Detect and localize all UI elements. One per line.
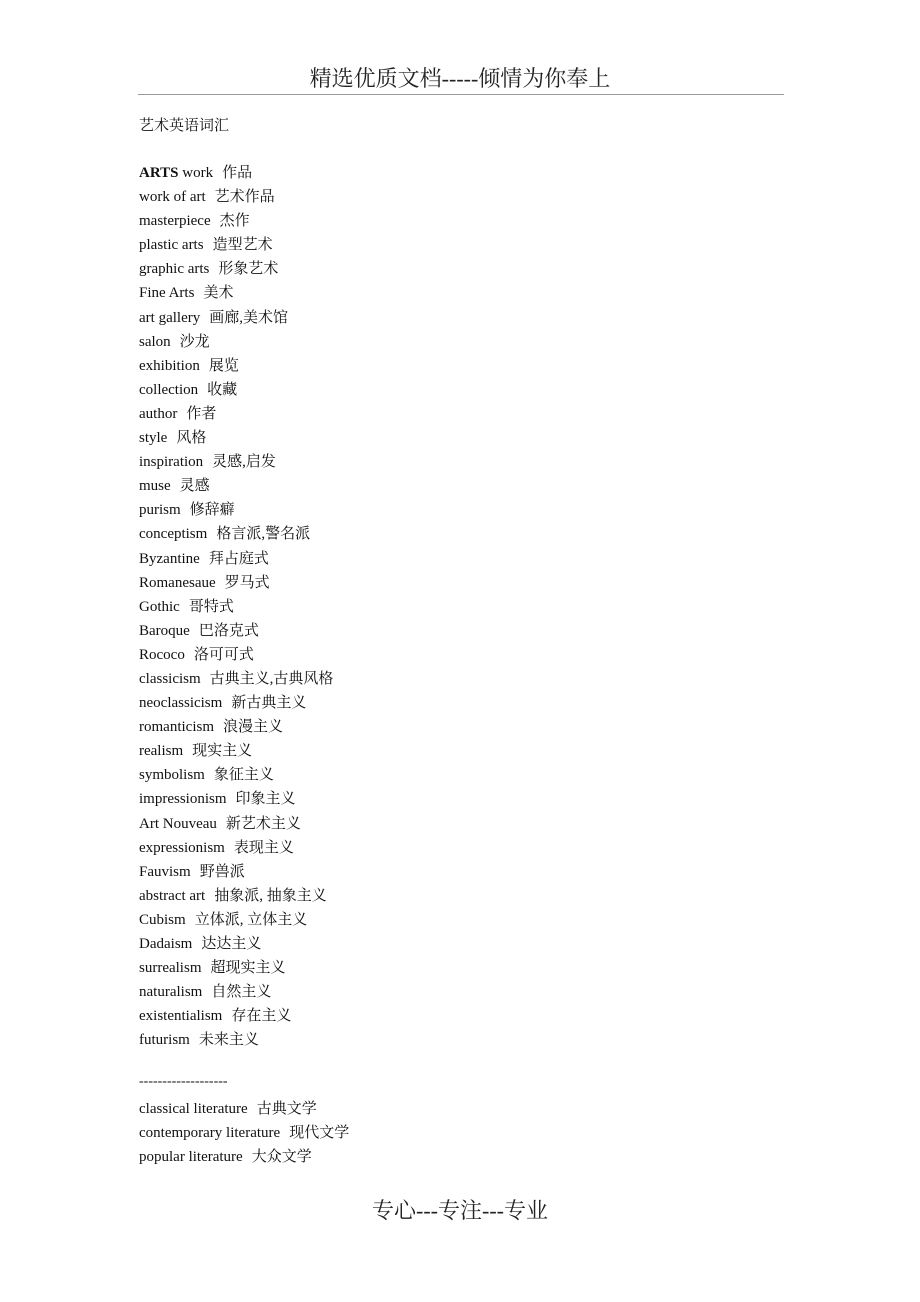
list-item	[139, 1121, 349, 1145]
entry-english: Dadaism	[139, 936, 193, 952]
entry-english: style	[139, 430, 168, 447]
entry-english: salon	[139, 333, 171, 350]
entry-english: abstract art	[139, 887, 206, 904]
entry-chinese: 作品	[222, 165, 253, 181]
entry-english: graphic arts	[139, 261, 210, 278]
entry-english: muse	[139, 478, 171, 495]
entry-chinese: 画廊,美术馆	[209, 309, 288, 326]
entry-chinese: 作者	[186, 405, 217, 422]
list-item	[139, 233, 333, 257]
list-item	[139, 908, 333, 932]
entry-english: Fauvism	[139, 863, 191, 880]
entry-chinese: 美术	[203, 285, 234, 302]
entry-chinese: 巴洛克式	[198, 622, 259, 639]
list-item	[139, 378, 333, 402]
entry-chinese: 存在主义	[231, 1008, 292, 1025]
entry-chinese: 杰作	[219, 213, 250, 230]
entry-english: author	[139, 405, 178, 422]
list-item	[139, 306, 333, 330]
entry-heading: ARTS	[139, 165, 179, 181]
entry-chinese: 超现实主义	[210, 960, 286, 977]
entry-english: collection	[139, 381, 199, 398]
entry-chinese: 拜占庭式	[208, 550, 269, 567]
list-item	[139, 450, 333, 474]
list-item	[139, 1097, 349, 1121]
list-item	[139, 787, 333, 811]
literature-list	[139, 1097, 349, 1169]
list-item	[139, 474, 333, 498]
entry-english: Byzantine	[139, 550, 200, 567]
entry-chinese: 古典文学	[256, 1101, 317, 1117]
list-item	[139, 522, 333, 546]
entry-english: Gothic	[139, 598, 180, 615]
entry-chinese: 灵感	[179, 478, 210, 495]
list-item	[139, 763, 333, 787]
list-item	[139, 980, 333, 1004]
entry-english: expressionism	[139, 839, 225, 856]
list-item	[139, 691, 333, 715]
entry-english: Baroque	[139, 622, 190, 639]
entry-english: naturalism	[139, 984, 203, 1001]
list-item	[139, 1004, 333, 1028]
list-item	[139, 1145, 349, 1169]
list-item	[139, 281, 333, 305]
page-footer: 专心---专注---专业	[372, 1198, 548, 1223]
entry-chinese: 新艺术主义	[225, 815, 301, 832]
entry-english: realism	[139, 743, 184, 760]
entry-english: masterpiece	[139, 213, 211, 230]
entry-english: existentialism	[139, 1008, 223, 1025]
entry-english: futurism	[139, 1032, 190, 1049]
entry-english: Rococo	[139, 646, 185, 663]
list-item	[139, 932, 333, 956]
entry-english: work of art	[139, 189, 206, 206]
entry-chinese: 造型艺术	[212, 237, 273, 254]
entry-chinese: 抽象派, 抽象主义	[214, 887, 327, 904]
list-item	[139, 330, 333, 354]
list-item	[139, 161, 333, 185]
entry-chinese: 野兽派	[199, 863, 245, 880]
entry-chinese: 表现主义	[233, 839, 294, 856]
list-item	[139, 836, 333, 860]
entry-english: exhibition	[139, 357, 200, 374]
list-item	[139, 426, 333, 450]
list-item	[139, 812, 333, 836]
entry-english: impressionism	[139, 791, 227, 808]
entry-english: plastic arts	[139, 237, 204, 254]
entry-english: purism	[139, 502, 181, 519]
entry-chinese: 未来主义	[198, 1032, 259, 1049]
entry-english: Cubism	[139, 911, 186, 928]
entry-english: Art Nouveau	[139, 815, 217, 832]
list-item	[139, 209, 333, 233]
entry-chinese: 艺术作品	[214, 189, 275, 206]
entry-chinese: 灵感,启发	[212, 454, 276, 471]
vocabulary-list	[139, 161, 333, 1052]
entry-english: surrealism	[139, 960, 202, 977]
list-item	[139, 571, 333, 595]
list-item	[139, 1028, 333, 1052]
entry-chinese: 自然主义	[211, 984, 272, 1001]
entry-chinese: 象征主义	[213, 767, 274, 784]
entry-english: symbolism	[139, 767, 205, 784]
entry-chinese: 古典主义,古典风格	[209, 670, 334, 687]
entry-chinese: 现实主义	[192, 743, 253, 760]
entry-english: art gallery	[139, 309, 201, 326]
page-header: 精选优质文档-----倾情为你奉上	[309, 66, 611, 91]
entry-chinese: 立体派, 立体主义	[194, 911, 308, 928]
list-item	[139, 956, 333, 980]
list-item	[139, 257, 333, 281]
entry-english: Fine Arts	[139, 285, 195, 302]
entry-english: Romanesaue	[139, 574, 216, 591]
list-item	[139, 498, 333, 522]
entry-chinese: 印象主义	[235, 791, 296, 808]
section-separator: -------------------	[139, 1074, 228, 1089]
list-item	[139, 715, 333, 739]
entry-english: inspiration	[139, 454, 204, 471]
entry-english: conceptism	[139, 526, 208, 543]
list-item	[139, 354, 333, 378]
list-item	[139, 595, 333, 619]
entry-english: popular literature	[139, 1149, 243, 1166]
entry-chinese: 形象艺术	[218, 261, 279, 278]
entry-chinese: 大众文学	[251, 1149, 312, 1166]
list-item	[139, 547, 333, 571]
list-item	[139, 619, 333, 643]
entry-chinese: 风格	[176, 430, 207, 447]
entry-english: classical literature	[139, 1101, 248, 1117]
entry-chinese: 沙龙	[179, 333, 210, 350]
entry-english: romanticism	[139, 719, 214, 736]
header-divider	[138, 94, 784, 95]
entry-english: classicism	[139, 670, 201, 687]
list-item	[139, 739, 333, 763]
entry-chinese: 格言派,警名派	[216, 526, 311, 543]
list-item	[139, 860, 333, 884]
entry-english: contemporary literature	[139, 1125, 281, 1142]
entry-chinese: 哥特式	[188, 598, 234, 615]
entry-chinese: 修辞癖	[189, 502, 235, 519]
entry-english: neoclassicism	[139, 695, 223, 712]
entry-chinese: 洛可可式	[193, 646, 254, 663]
document-title: 艺术英语词汇	[139, 118, 230, 134]
entry-chinese: 收藏	[207, 381, 238, 398]
list-item	[139, 884, 333, 908]
entry-english: work	[178, 165, 214, 181]
list-item	[139, 185, 333, 209]
entry-chinese: 达达主义	[201, 936, 262, 952]
list-item	[139, 402, 333, 426]
entry-chinese: 展览	[208, 357, 239, 374]
entry-chinese: 罗马式	[224, 574, 270, 591]
entry-chinese: 浪漫主义	[223, 719, 284, 736]
list-item	[139, 643, 333, 667]
entry-chinese: 新古典主义	[231, 695, 307, 712]
list-item	[139, 667, 333, 691]
entry-chinese: 现代文学	[289, 1125, 350, 1142]
